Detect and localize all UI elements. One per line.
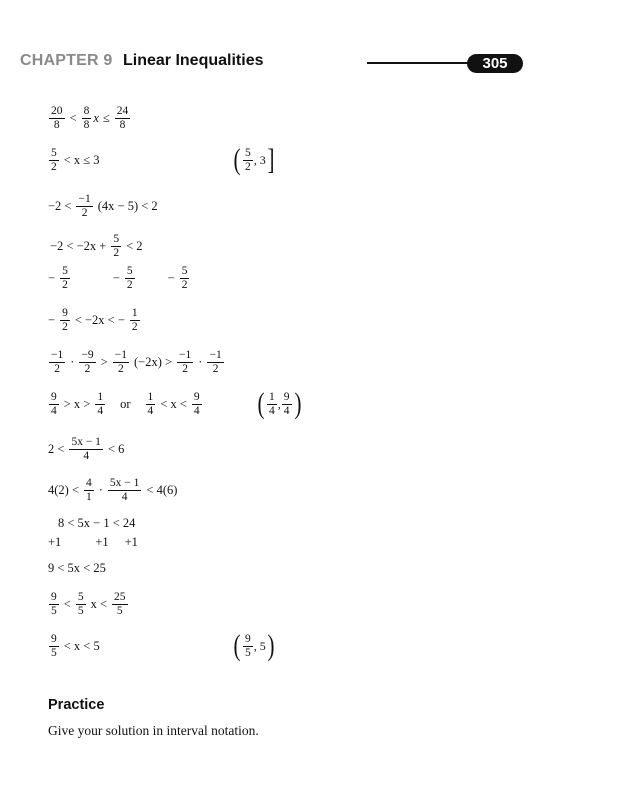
fraction bbox=[243, 147, 253, 172]
denominator: 4 bbox=[83, 449, 90, 462]
numerator: 24 bbox=[116, 105, 129, 118]
fraction bbox=[267, 391, 277, 416]
numerator: 1 bbox=[131, 307, 138, 320]
fraction bbox=[130, 307, 140, 332]
denominator: 8 bbox=[83, 118, 90, 131]
fraction bbox=[76, 591, 86, 616]
fraction bbox=[177, 349, 193, 374]
operator: > bbox=[100, 354, 108, 369]
operator: < bbox=[69, 110, 77, 125]
denominator: 4 bbox=[283, 404, 290, 417]
numerator: 9 bbox=[283, 391, 290, 404]
practice-instruction: Give your solution in interval notation. bbox=[48, 723, 259, 738]
numerator: 5x − 1 bbox=[109, 477, 140, 490]
interval-separator: , 5 bbox=[253, 638, 266, 653]
denominator: 2 bbox=[62, 320, 68, 333]
page-number-badge bbox=[467, 54, 523, 73]
inequality-text: −2 < bbox=[48, 198, 72, 213]
fraction bbox=[60, 265, 70, 290]
step-5 bbox=[48, 264, 190, 292]
numerator: 5 bbox=[113, 233, 120, 246]
fraction bbox=[69, 436, 103, 461]
denominator: 2 bbox=[62, 278, 68, 291]
numerator: −1 bbox=[51, 349, 64, 362]
denominator: 4 bbox=[121, 490, 128, 503]
fraction bbox=[82, 105, 92, 130]
inequality-text: x < bbox=[90, 596, 107, 611]
denominator: 2 bbox=[182, 362, 189, 375]
step-9 bbox=[48, 435, 124, 463]
operator: ≤ bbox=[102, 110, 110, 125]
fraction bbox=[282, 391, 292, 416]
inequality-text: 2 < bbox=[48, 441, 65, 456]
numerator: 1 bbox=[97, 391, 104, 404]
denominator: 8 bbox=[119, 118, 126, 131]
step-15 bbox=[48, 632, 100, 660]
open-bracket: ( bbox=[257, 387, 265, 420]
fraction bbox=[49, 391, 59, 416]
inequality-text: < x < bbox=[160, 396, 187, 411]
denominator: 2 bbox=[126, 278, 133, 291]
fraction bbox=[60, 307, 70, 332]
denominator: 4 bbox=[97, 404, 104, 417]
denominator: 5 bbox=[51, 646, 57, 659]
fraction bbox=[243, 633, 253, 658]
numerator: −1 bbox=[209, 349, 222, 362]
numerator: −9 bbox=[81, 349, 94, 362]
numerator: 9 bbox=[245, 633, 251, 646]
denominator: 2 bbox=[181, 278, 188, 291]
denominator: 8 bbox=[53, 118, 60, 131]
inequality-text: 9 < 5x < 25 bbox=[48, 560, 106, 575]
inequality-text: > x > bbox=[63, 396, 91, 411]
numerator: 25 bbox=[114, 591, 126, 604]
fraction bbox=[180, 265, 190, 290]
fraction bbox=[192, 391, 202, 416]
numerator: 8 bbox=[83, 105, 90, 118]
fraction bbox=[111, 233, 121, 258]
fraction bbox=[95, 391, 105, 416]
numerator: 5 bbox=[245, 147, 251, 160]
operator: − bbox=[48, 312, 56, 327]
denominator: 5 bbox=[116, 604, 123, 617]
numerator: 1 bbox=[147, 391, 154, 404]
open-bracket: ( bbox=[233, 143, 241, 176]
fraction bbox=[49, 633, 59, 658]
denominator: 2 bbox=[245, 160, 251, 173]
open-bracket: ( bbox=[233, 629, 241, 662]
operator: − bbox=[112, 270, 120, 285]
dot-operator: · bbox=[198, 354, 203, 369]
numerator: 9 bbox=[62, 307, 68, 320]
fraction bbox=[49, 105, 65, 130]
interval-answer-2 bbox=[256, 387, 303, 420]
operator: − bbox=[48, 270, 56, 285]
numerator: 4 bbox=[86, 477, 92, 490]
fraction bbox=[207, 349, 223, 374]
fraction bbox=[125, 265, 135, 290]
denominator: 4 bbox=[51, 404, 57, 417]
chapter-label: CHAPTER 9 bbox=[20, 52, 113, 69]
fraction bbox=[113, 349, 129, 374]
close-bracket: ) bbox=[267, 629, 275, 662]
step-4 bbox=[50, 232, 143, 260]
denominator: 2 bbox=[51, 160, 57, 173]
inequality-text: 8 < 5x − 1 < 24 bbox=[58, 515, 136, 530]
step-12 bbox=[48, 528, 138, 556]
inequality-text: (4x − 5) < 2 bbox=[97, 198, 158, 213]
numerator: 5 bbox=[51, 147, 57, 160]
addend: +1 bbox=[48, 534, 62, 549]
interval-answer-1 bbox=[232, 143, 276, 176]
denominator: 5 bbox=[51, 604, 57, 617]
close-bracket: ] bbox=[267, 143, 275, 176]
step-6 bbox=[48, 306, 141, 334]
inequality-text: 4(2) < bbox=[48, 482, 79, 497]
step-8 bbox=[48, 390, 203, 418]
denominator: 4 bbox=[269, 404, 275, 417]
denominator: 4 bbox=[193, 404, 200, 417]
numerator: 5 bbox=[126, 265, 133, 278]
denominator: 2 bbox=[117, 362, 124, 375]
numerator: 5 bbox=[62, 265, 68, 278]
operator: < bbox=[63, 596, 71, 611]
numerator: 9 bbox=[51, 591, 57, 604]
numerator: 5 bbox=[77, 591, 84, 604]
denominator: 2 bbox=[113, 246, 120, 259]
numerator: 5 bbox=[181, 265, 188, 278]
practice-heading: Practice bbox=[48, 697, 105, 713]
dot-operator: · bbox=[70, 354, 75, 369]
fraction bbox=[108, 477, 142, 502]
fraction bbox=[84, 477, 94, 502]
numerator: 9 bbox=[51, 391, 57, 404]
or-connector: or bbox=[120, 396, 131, 411]
denominator: 2 bbox=[131, 320, 138, 333]
variable: x bbox=[93, 110, 99, 125]
page-number: 305 bbox=[482, 55, 508, 72]
header-rule bbox=[367, 62, 477, 64]
interval-comma: , bbox=[277, 396, 281, 411]
fraction bbox=[49, 147, 59, 172]
inequality-text: < 6 bbox=[107, 441, 125, 456]
close-bracket: ) bbox=[294, 387, 301, 420]
operator: − bbox=[167, 270, 175, 285]
fraction bbox=[49, 349, 65, 374]
denominator: 2 bbox=[81, 206, 88, 219]
numerator: 5x − 1 bbox=[71, 436, 101, 449]
numerator: 20 bbox=[51, 105, 63, 118]
dot-operator: · bbox=[98, 482, 103, 497]
denominator: 2 bbox=[212, 362, 219, 375]
inequality-text: < 2 bbox=[126, 238, 143, 253]
inequality-text: < 4(6) bbox=[146, 482, 178, 497]
inequality-text: < −2x < − bbox=[74, 312, 125, 327]
step-14 bbox=[48, 590, 129, 618]
step-2 bbox=[48, 146, 100, 174]
numerator: −1 bbox=[78, 193, 91, 206]
denominator: 5 bbox=[77, 604, 84, 617]
inequality-text: < x ≤ 3 bbox=[63, 152, 100, 167]
numerator: −1 bbox=[114, 349, 127, 362]
addend: +1 bbox=[95, 534, 109, 549]
step-1 bbox=[48, 104, 131, 132]
denominator: 4 bbox=[147, 404, 154, 417]
inequality-text: −2 < −2x + bbox=[50, 238, 107, 253]
fraction bbox=[49, 591, 59, 616]
numerator: 9 bbox=[193, 391, 200, 404]
inequality-text: (−2x) > bbox=[133, 354, 173, 369]
fraction bbox=[115, 105, 131, 130]
fraction bbox=[112, 591, 128, 616]
step-10 bbox=[48, 476, 177, 504]
denominator: 1 bbox=[86, 490, 92, 503]
step-3 bbox=[48, 192, 158, 220]
chapter-title: Linear Inequalities bbox=[123, 52, 264, 69]
step-13 bbox=[48, 554, 106, 582]
interval-separator: , 3 bbox=[253, 152, 266, 167]
fraction bbox=[146, 391, 156, 416]
inequality-text: < x < 5 bbox=[63, 638, 100, 653]
fraction bbox=[79, 349, 95, 374]
step-7 bbox=[48, 348, 225, 376]
numerator: 1 bbox=[269, 391, 275, 404]
fraction bbox=[76, 193, 92, 218]
denominator: 2 bbox=[54, 362, 60, 375]
numerator: 9 bbox=[51, 633, 57, 646]
denominator: 5 bbox=[245, 646, 251, 659]
addend: +1 bbox=[124, 534, 138, 549]
numerator: −1 bbox=[179, 349, 192, 362]
interval-answer-3 bbox=[232, 629, 276, 662]
denominator: 2 bbox=[84, 362, 91, 375]
